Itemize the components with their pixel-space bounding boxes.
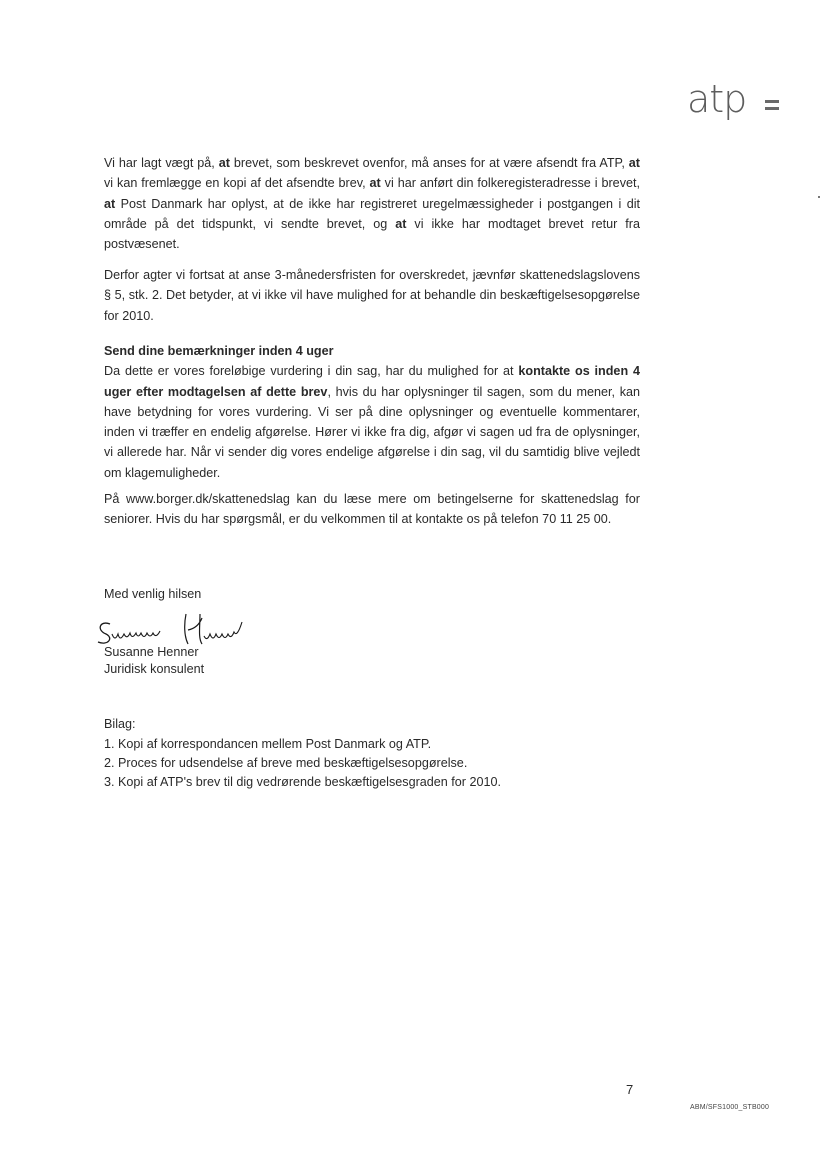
scan-mark [818,196,820,198]
attachments-label: Bilag: [104,717,136,731]
signer-name: Susanne Henner [104,645,199,659]
paragraph-decision: Derfor agter vi fortsat at anse 3-månedersfristen for overskredet, jævnfør skattenedslagslovens § 5, stk. 2. Det betyder, at vi ikke vil have mulighed for at behandle din beskæftigelsesopgørelse for 2010. [104,268,640,323]
page-number: 7 [626,1082,634,1097]
logo-equals-icon [765,100,779,114]
paragraph-more-info: På www.borger.dk/skattenedslag kan du læse mere om betingelserne for skattenedslag for seniorer. Hvis du har spørgsmål, er du velkommen til at kontakte os på telefon 70 11 25 00. [104,492,640,527]
attachment-item: 2. Proces for udsendelse af breve med beskæftigelsesopgørelse. [104,756,468,770]
atp-logo [687,77,787,126]
logo-wordmark: atp [687,77,747,121]
section-heading: Send dine bemærkninger inden 4 uger [104,344,334,358]
attachment-item: 3. Kopi af ATP's brev til dig vedrørende beskæftigelsesgraden for 2010. [104,775,501,789]
paragraph-reasoning: Vi har lagt vægt på, at brevet, som beskrevet ovenfor, må anses for at være afsendt fra ATP, at vi kan fremlægge en kopi af det afsendte brev, at vi har anført din folkeregisteradresse i brevet, at Post Danmark har oplyst, at de ikke har registreret uregelmæssigheder i postgangen i dit område på det tidspunkt, vi sendte brevet, og at vi ikke har modtaget brevet retur fra postvæsenet. [104,156,640,252]
signer-title: Juridisk konsulent [104,662,205,676]
paragraph-comments: Send dine bemærkninger inden 4 uger Da dette er vores foreløbige vurdering i din sag, har du mulighed for at kontakte os inden 4 uger efter modtagelsen af dette brev, hvis du har oplysninger til sagen, som du mener, kan have betydning for vores vurdering. Vi ser på dine oplysninger og eventuelle kommentarer, inden vi træffer en endelig afgørelse. Hører vi ikke fra dig, afgør vi sagen ud fra de oplysninger, vi allerede har. Når vi sender dig vores endelige afgørelse i din sag, vil du samtidig blive vejledt om klagemuligheder. [104,341,640,483]
attachment-item: 1. Kopi af korrespondancen mellem Post Danmark og ATP. [104,737,432,751]
document-code: ABM/SFS1000_STB000 [690,1104,770,1111]
closing-greeting: Med venlig hilsen [104,587,202,601]
